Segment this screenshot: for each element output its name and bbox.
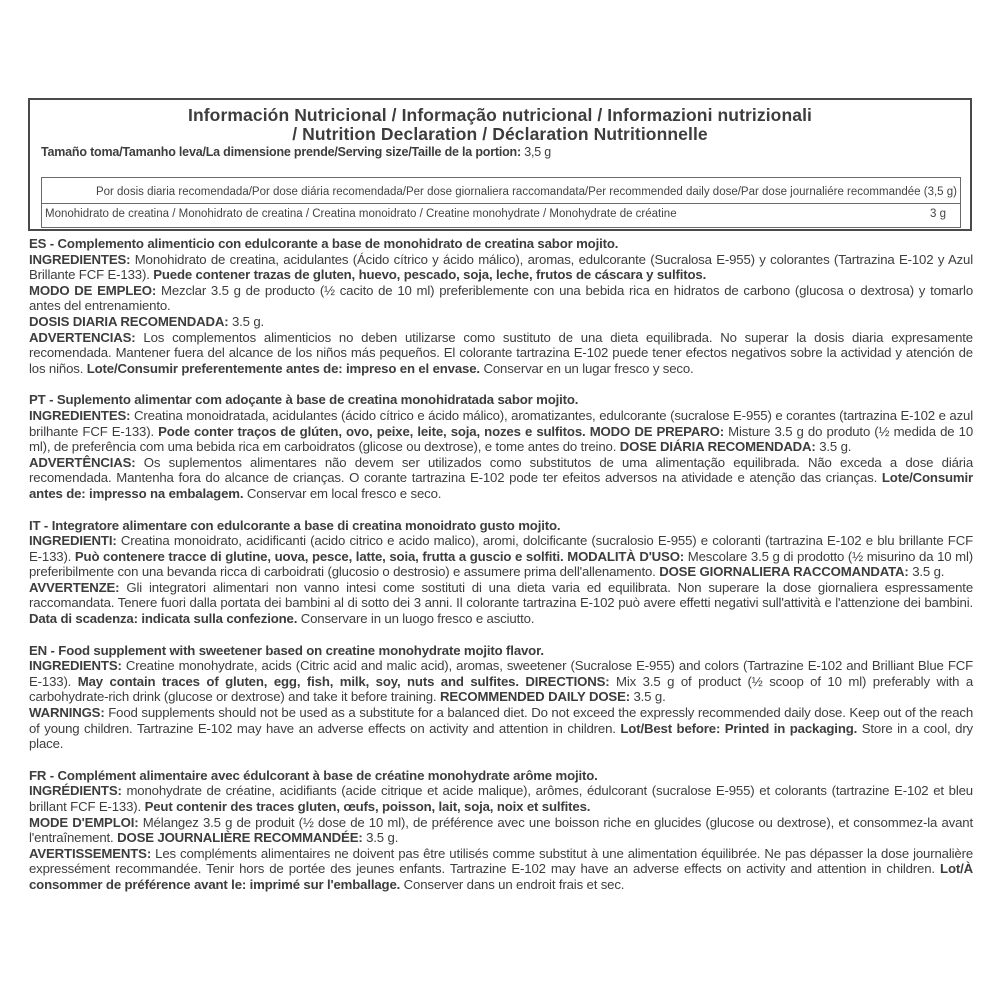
warnings-label: AVERTISSEMENTS: [29,845,152,861]
ingredients-label: INGREDIENTI: [29,533,117,549]
warnings-label: WARNINGS: [29,705,105,721]
ingredients-label: INGRÉDIENTS: [29,783,122,799]
allergen-text: Peut contenir des traces gluten, œufs, poisson, lait, soja, noix et sulfites. [144,799,591,814]
warnings [29,455,973,502]
ingredients-text: Creatina monoidrato, acidificanti (acido citrico e acido malico), aromi, dolcificante (sucralosio E-955) e coloranti (tartrazina E-102 e blu brillante FCF E-133). [29,533,973,564]
warnings-label: ADVERTÊNCIAS: [29,454,136,470]
nutrition-row-value: 3 g [930,208,946,220]
directions-text: Misture 3.5 g do produto (½ medida de 10 ml), de preferência com uma bebida rica em carboidratos (glicose ou dextrose), e tome antes do treino. [29,423,974,455]
ingredients [29,658,973,705]
serving-size-value: 3,5 g [524,145,552,159]
warnings-text: Gli integratori alimentari non vanno intesi come sostituti di una dieta varia ed equilibrata. Non superare la dose giornaliera espressamente raccomandata. Tenere fuori dalla portata dei bambini al di sotto dei 3 anni. Il colorante tartrazina E-102 può avere effetti negativi sull'attività e l'attenzione dei bambini. [29,579,974,611]
warnings [29,330,973,377]
storage-text: Conservar em local fresco e seco. [246,485,442,501]
storage-text: Store in a cool, dry place. [29,720,974,752]
lot-label: Lote/Consumir antes de: impresso na embalagem. [29,470,973,501]
nutrition-title-line1: Información Nutricional / Informação nutricional / Informazioni nutrizionali [187,105,813,125]
warnings [29,580,973,627]
allergen-text: Puede contener trazas de gluten, huevo, pescado, soja, leche, frutos de cáscara y sulfitos. [153,267,707,283]
storage-text: Conservar en un lugar fresco y seco. [483,360,694,376]
storage-text: Conserver dans un endroit frais et sec. [403,876,625,892]
serving-size [41,145,551,159]
daily-dose-label: DOSIS DIARIA RECOMENDADA: [29,313,229,329]
directions-label: MODE D'EMPLOI: [29,814,139,830]
daily-dose-label: DOSE GIORNALIERA RACCOMANDATA: [659,564,909,580]
daily-dose [29,314,973,330]
section-heading: ES - Complemento alimenticio con edulcorante a base de monohidrato de creatina sabor mojito. [29,236,619,251]
warnings-text: Food supplements should not be used as a substitute for a balanced diet. Do not exceed the expressly recommended daily dose. Keep out of the reach of young children. Tartrazine E-102 may have an adverse effects on activity and attention in children. [29,705,974,736]
section-heading: IT - Integratore alimentare con edulcorante a base di creatina monoidrato gusto mojito. [29,517,561,533]
directions-text: Mix 3.5 g of product (½ scoop of 10 ml) preferably with a carbohydrate-rich drink (glucose or dextrose) and take it before training. [29,673,974,705]
daily-dose-value: 3.5 g. [366,830,399,846]
directions-label: MODO DE EMPLEO: [29,282,157,298]
ingredients-label: INGREDIENTES: [29,251,131,267]
allergen-text: Pode conter traços de glúten, ovo, peixe, leite, soja, nozes e sulfitos. [158,423,586,439]
ingredients-text: monohydrate de créatine, acidifiants (acide citrique et acide malique), arômes, édulcorant (sucralose E-955) et colorants (tartrazine E-102 et bleu brillant FCF E-133). [29,783,973,814]
ingredients [29,408,973,455]
daily-dose-value: 3.5 g. [633,689,666,705]
serving-size-label: Tamaño toma/Tamanho leva/La dimensione prende/Serving size/Taille de la portion: [41,145,521,159]
allergen-text: May contain traces of gluten, egg, fish, milk, soy, nuts and sulfites. [77,673,519,689]
warnings-label: ADVERTENCIAS: [29,329,136,345]
ingredients [29,252,973,283]
ingredients-text: Monohidrato de creatina, acidulantes (Ácido cítrico y ácido málico), aromas, edulcorante (Sucralosa E-955) y colorantes (Tartrazina E-102 y Azul Brillante FCF E-133). [29,251,974,283]
daily-dose-value: 3.5 g. [231,313,265,329]
daily-dose-value: 3.5 g. [819,439,852,455]
section-heading: PT - Suplemento alimentar com adoçante à base de creatina monohidratada sabor mojito. [29,392,579,408]
directions [29,283,973,314]
nutrition-title-line2: / Nutrition Declaration / Déclaration Nutritionnelle [292,124,708,144]
daily-dose-label: DOSE JOURNALIÈRE RECOMMANDÉE: [117,830,363,846]
daily-dose-label: RECOMMENDED DAILY DOSE: [439,689,630,705]
warnings-text: Os suplementos alimentares não devem ser utilizados como substitutos de uma alimentação equilibrada. Não exceda a dose diária recomendada. Mantenha fora do alcance de crianças. O corante tartrazina E-102 pode ter efeitos adversos na atividade e atenção das crianças. [29,454,974,486]
allergen-text: Può contenere tracce di glutine, uova, pesce, latte, soia, frutta a guscio e solfiti. [74,548,564,564]
ingredients [29,783,973,814]
daily-dose-value: 3.5 g. [912,564,945,580]
ingredients-text: Creatine monohydrate, acids (Citric acid and malic acid), aromas, sweetener (Sucralose E-955) and colors (Tartrazine E-102 and Brilliant Blue FCF E-133). [29,658,974,689]
warnings-text: Les compléments alimentaires ne doivent pas être utilisés comme substitut à une alimentation équilibrée. Ne pas dépasser la dose journalière expressément recommandée. Tenir hors de portée des jeunes enfants. Tartrazine E-102 may have an adverse effects on activity and attention in children. [29,845,973,877]
section-fr [29,768,973,893]
directions-text: Mélangez 3.5 g de produit (½ dose de 10 ml), de préférence avec une boisson riche en glucides (glucose ou dextrose), et consommez-la avant l'entraînement. [29,814,973,846]
section-en [29,643,973,752]
warnings-label: AVVERTENZE: [29,579,120,595]
section-es [29,236,973,376]
nutrition-table-header: Por dosis diaria recomendada/Por dose diária recomendada/Per dose giornaliera raccomandata/Per recommended daily dose/Par dose journaliére recommandée (3,5 g) [95,186,957,198]
directions-label: DIRECTIONS: [525,673,610,689]
section-heading: EN - Food supplement with sweetener based on creatine monohydrate mojito flavor. [29,642,544,658]
lot-label: Lot/À consommer de préférence avant le: imprimé sur l'emballage. [29,861,973,892]
nutrition-row-label: Monohidrato de creatina / Monohidrato de creatina / Creatina monoidrato / Creatine monohydrate / Monohydrate de créatine [45,208,677,220]
section-it [29,518,973,627]
ingredients [29,533,973,580]
lot-label: Lote/Consumir preferentemente antes de: impreso en el envase. [86,360,480,376]
warnings [29,846,973,893]
warnings [29,705,973,752]
section-heading: FR - Complément alimentaire avec édulcorant à base de créatine monohydrate arôme mojito. [29,767,598,783]
directions [29,815,973,846]
nutrition-title [30,106,970,144]
label-text [29,236,973,909]
nutrition-panel [28,98,972,231]
ingredients-text: Creatina monoidratada, acidulantes (ácido cítrico e ácido málico), aromatizantes, edulcorante (sucralose E-955) e corantes (tartrazina E-102 e azul brilhante FCF E-133). [29,407,974,439]
nutrition-table [41,177,961,228]
ingredients-label: INGREDIENTES: [29,407,131,423]
directions-text: Mezclar 3.5 g de producto (½ cacito de 10 ml) preferiblemente con una bebida rica en hidratos de carbono (glucosa o dextrosa) y tomarlo antes del entrenamiento. [29,282,974,314]
ingredients-label: INGREDIENTS: [29,658,122,674]
directions-label: MODO DE PREPARO: [589,423,724,439]
daily-dose-label: DOSE DIÁRIA RECOMENDADA: [619,439,816,455]
directions-label: MODALITÀ D'USO: [567,548,685,564]
lot-label: Lot/Best before: Printed in packaging. [620,720,858,736]
lot-label: Data di scadenza: indicata sulla confezione. [29,611,298,627]
nutrition-table-divider [42,203,960,204]
directions-text: Mescolare 3.5 g di prodotto (½ misurino da 10 ml) preferibilmente con una bevanda ricca di carboidrati (glucosio o destrosio) e assumere prima dell'allenamento. [29,548,974,580]
section-pt [29,392,973,501]
warnings-text: Los complementos alimenticios no deben utilizarse como sustituto de una dieta equilibrada. No superar la dosis diaria expresamente recomendada. Mantener fuera del alcance de los niños más pequeños. El colorante tartrazina E-102 puede tener efectos negativos sobre la actividad y atención de los niños. [29,329,973,376]
storage-text: Conservare in un luogo fresco e asciutto. [300,611,535,627]
